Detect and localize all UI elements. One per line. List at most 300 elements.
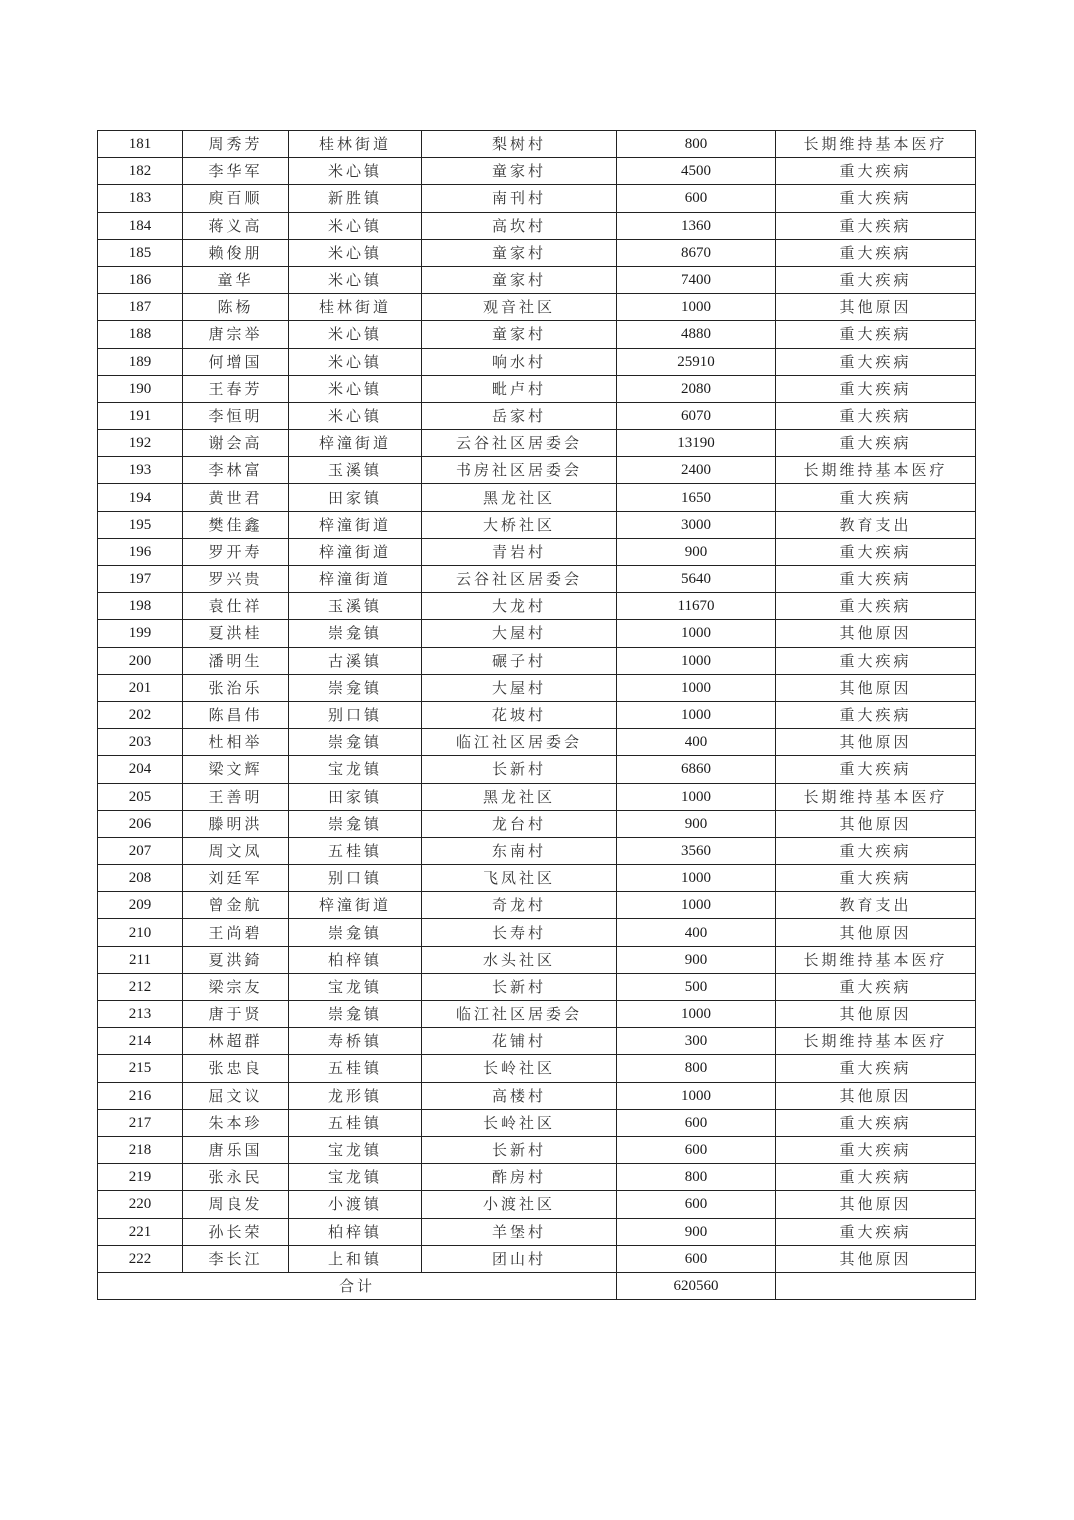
cell-amount: 1000 bbox=[617, 1001, 776, 1028]
table-row bbox=[98, 1028, 976, 1055]
cell-number: 218 bbox=[98, 1136, 183, 1163]
cell-village: 响水村 bbox=[422, 348, 617, 375]
cell-village: 花铺村 bbox=[422, 1028, 617, 1055]
cell-village: 黑龙社区 bbox=[422, 484, 617, 511]
table-row bbox=[98, 239, 976, 266]
cell-reason: 重大疾病 bbox=[776, 266, 976, 293]
cell-name: 唐乐国 bbox=[183, 1136, 289, 1163]
table-row bbox=[98, 212, 976, 239]
cell-town: 田家镇 bbox=[289, 783, 422, 810]
cell-village: 黑龙社区 bbox=[422, 783, 617, 810]
table-row bbox=[98, 185, 976, 212]
cell-village: 长新村 bbox=[422, 1136, 617, 1163]
cell-town: 梓潼街道 bbox=[289, 566, 422, 593]
cell-number: 190 bbox=[98, 375, 183, 402]
cell-amount: 900 bbox=[617, 538, 776, 565]
cell-reason: 重大疾病 bbox=[776, 185, 976, 212]
cell-reason: 重大疾病 bbox=[776, 1109, 976, 1136]
cell-number: 211 bbox=[98, 946, 183, 973]
cell-town: 五桂镇 bbox=[289, 1109, 422, 1136]
cell-village: 长新村 bbox=[422, 973, 617, 1000]
table-row bbox=[98, 1001, 976, 1028]
cell-amount: 600 bbox=[617, 185, 776, 212]
table-row bbox=[98, 892, 976, 919]
cell-reason: 重大疾病 bbox=[776, 1055, 976, 1082]
cell-village: 长新村 bbox=[422, 756, 617, 783]
table-row bbox=[98, 1055, 976, 1082]
cell-amount: 900 bbox=[617, 1218, 776, 1245]
cell-name: 唐宗举 bbox=[183, 321, 289, 348]
cell-amount: 3560 bbox=[617, 837, 776, 864]
cell-village: 毗卢村 bbox=[422, 375, 617, 402]
cell-number: 181 bbox=[98, 131, 183, 158]
cell-amount: 6070 bbox=[617, 402, 776, 429]
cell-amount: 4500 bbox=[617, 158, 776, 185]
cell-number: 186 bbox=[98, 266, 183, 293]
cell-reason: 其他原因 bbox=[776, 1001, 976, 1028]
cell-town: 梓潼街道 bbox=[289, 538, 422, 565]
table-row bbox=[98, 348, 976, 375]
cell-town: 别口镇 bbox=[289, 701, 422, 728]
cell-town: 五桂镇 bbox=[289, 1055, 422, 1082]
cell-town: 寿桥镇 bbox=[289, 1028, 422, 1055]
cell-name: 夏洪桂 bbox=[183, 620, 289, 647]
cell-village: 童家村 bbox=[422, 321, 617, 348]
table-row bbox=[98, 701, 976, 728]
cell-town: 梓潼街道 bbox=[289, 430, 422, 457]
cell-name: 陈昌伟 bbox=[183, 701, 289, 728]
cell-reason: 重大疾病 bbox=[776, 158, 976, 185]
table-row bbox=[98, 1082, 976, 1109]
cell-amount: 1000 bbox=[617, 892, 776, 919]
cell-number: 199 bbox=[98, 620, 183, 647]
cell-town: 梓潼街道 bbox=[289, 892, 422, 919]
cell-amount: 7400 bbox=[617, 266, 776, 293]
cell-amount: 500 bbox=[617, 973, 776, 1000]
cell-town: 宝龙镇 bbox=[289, 973, 422, 1000]
cell-name: 袁仕祥 bbox=[183, 593, 289, 620]
cell-name: 罗开寿 bbox=[183, 538, 289, 565]
cell-village: 大桥社区 bbox=[422, 511, 617, 538]
cell-town: 古溪镇 bbox=[289, 647, 422, 674]
cell-number: 189 bbox=[98, 348, 183, 375]
cell-town: 小渡镇 bbox=[289, 1191, 422, 1218]
cell-number: 216 bbox=[98, 1082, 183, 1109]
cell-town: 龙形镇 bbox=[289, 1082, 422, 1109]
cell-amount: 3000 bbox=[617, 511, 776, 538]
cell-name: 张治乐 bbox=[183, 674, 289, 701]
cell-name: 王善明 bbox=[183, 783, 289, 810]
cell-name: 黄世君 bbox=[183, 484, 289, 511]
cell-reason: 教育支出 bbox=[776, 511, 976, 538]
cell-name: 童华 bbox=[183, 266, 289, 293]
cell-town: 宝龙镇 bbox=[289, 1164, 422, 1191]
relief-list-table bbox=[97, 130, 976, 1300]
table-row bbox=[98, 538, 976, 565]
cell-reason: 重大疾病 bbox=[776, 402, 976, 429]
cell-town: 上和镇 bbox=[289, 1245, 422, 1272]
cell-number: 192 bbox=[98, 430, 183, 457]
cell-reason: 长期维持基本医疗 bbox=[776, 457, 976, 484]
cell-reason: 其他原因 bbox=[776, 810, 976, 837]
cell-amount: 2400 bbox=[617, 457, 776, 484]
cell-town: 新胜镇 bbox=[289, 185, 422, 212]
cell-name: 赖俊朋 bbox=[183, 239, 289, 266]
cell-village: 团山村 bbox=[422, 1245, 617, 1272]
cell-amount: 400 bbox=[617, 919, 776, 946]
cell-village: 奇龙村 bbox=[422, 892, 617, 919]
cell-number: 208 bbox=[98, 865, 183, 892]
cell-number: 184 bbox=[98, 212, 183, 239]
cell-reason: 其他原因 bbox=[776, 674, 976, 701]
cell-reason: 重大疾病 bbox=[776, 756, 976, 783]
cell-amount: 1000 bbox=[617, 783, 776, 810]
table-row bbox=[98, 946, 976, 973]
cell-number: 220 bbox=[98, 1191, 183, 1218]
cell-number: 209 bbox=[98, 892, 183, 919]
cell-village: 东南村 bbox=[422, 837, 617, 864]
cell-village: 大屋村 bbox=[422, 674, 617, 701]
total-amount: 620560 bbox=[617, 1272, 776, 1299]
cell-number: 197 bbox=[98, 566, 183, 593]
cell-town: 米心镇 bbox=[289, 239, 422, 266]
cell-number: 201 bbox=[98, 674, 183, 701]
cell-number: 182 bbox=[98, 158, 183, 185]
table-body bbox=[98, 131, 976, 1300]
cell-number: 203 bbox=[98, 729, 183, 756]
cell-reason: 重大疾病 bbox=[776, 593, 976, 620]
cell-name: 张永民 bbox=[183, 1164, 289, 1191]
cell-name: 谢会高 bbox=[183, 430, 289, 457]
cell-town: 米心镇 bbox=[289, 375, 422, 402]
cell-name: 李长江 bbox=[183, 1245, 289, 1272]
cell-number: 191 bbox=[98, 402, 183, 429]
cell-reason: 重大疾病 bbox=[776, 837, 976, 864]
cell-village: 观音社区 bbox=[422, 294, 617, 321]
cell-reason: 重大疾病 bbox=[776, 566, 976, 593]
table-row bbox=[98, 321, 976, 348]
cell-reason: 重大疾病 bbox=[776, 239, 976, 266]
cell-town: 崇龛镇 bbox=[289, 620, 422, 647]
cell-reason: 重大疾病 bbox=[776, 538, 976, 565]
cell-village: 龙台村 bbox=[422, 810, 617, 837]
cell-town: 米心镇 bbox=[289, 212, 422, 239]
cell-town: 米心镇 bbox=[289, 266, 422, 293]
total-reason bbox=[776, 1272, 976, 1299]
cell-name: 孙长荣 bbox=[183, 1218, 289, 1245]
cell-reason: 其他原因 bbox=[776, 1191, 976, 1218]
cell-number: 207 bbox=[98, 837, 183, 864]
cell-number: 204 bbox=[98, 756, 183, 783]
cell-town: 崇龛镇 bbox=[289, 674, 422, 701]
cell-reason: 教育支出 bbox=[776, 892, 976, 919]
cell-town: 桂林街道 bbox=[289, 294, 422, 321]
cell-number: 215 bbox=[98, 1055, 183, 1082]
cell-village: 长岭社区 bbox=[422, 1109, 617, 1136]
cell-amount: 1000 bbox=[617, 647, 776, 674]
cell-number: 187 bbox=[98, 294, 183, 321]
cell-reason: 重大疾病 bbox=[776, 647, 976, 674]
cell-number: 196 bbox=[98, 538, 183, 565]
cell-town: 崇龛镇 bbox=[289, 729, 422, 756]
cell-name: 樊佳鑫 bbox=[183, 511, 289, 538]
table-row bbox=[98, 1218, 976, 1245]
cell-reason: 其他原因 bbox=[776, 294, 976, 321]
cell-number: 219 bbox=[98, 1164, 183, 1191]
cell-amount: 2080 bbox=[617, 375, 776, 402]
cell-village: 长岭社区 bbox=[422, 1055, 617, 1082]
cell-number: 195 bbox=[98, 511, 183, 538]
cell-name: 李恒明 bbox=[183, 402, 289, 429]
cell-name: 张忠良 bbox=[183, 1055, 289, 1082]
cell-amount: 6860 bbox=[617, 756, 776, 783]
cell-town: 米心镇 bbox=[289, 402, 422, 429]
table-row bbox=[98, 1164, 976, 1191]
cell-amount: 300 bbox=[617, 1028, 776, 1055]
cell-amount: 800 bbox=[617, 131, 776, 158]
cell-reason: 重大疾病 bbox=[776, 865, 976, 892]
cell-town: 柏梓镇 bbox=[289, 1218, 422, 1245]
cell-town: 崇龛镇 bbox=[289, 919, 422, 946]
cell-name: 滕明洪 bbox=[183, 810, 289, 837]
table-row bbox=[98, 511, 976, 538]
cell-village: 水头社区 bbox=[422, 946, 617, 973]
table-row bbox=[98, 1245, 976, 1272]
table-row bbox=[98, 294, 976, 321]
cell-name: 潘明生 bbox=[183, 647, 289, 674]
cell-town: 玉溪镇 bbox=[289, 457, 422, 484]
cell-amount: 4880 bbox=[617, 321, 776, 348]
cell-reason: 重大疾病 bbox=[776, 321, 976, 348]
cell-name: 王春芳 bbox=[183, 375, 289, 402]
cell-name: 朱本珍 bbox=[183, 1109, 289, 1136]
table-row bbox=[98, 158, 976, 185]
cell-name: 周良发 bbox=[183, 1191, 289, 1218]
table-row bbox=[98, 919, 976, 946]
table-row bbox=[98, 484, 976, 511]
cell-reason: 重大疾病 bbox=[776, 212, 976, 239]
cell-number: 193 bbox=[98, 457, 183, 484]
cell-name: 何增国 bbox=[183, 348, 289, 375]
cell-town: 崇龛镇 bbox=[289, 1001, 422, 1028]
cell-reason: 重大疾病 bbox=[776, 375, 976, 402]
cell-reason: 重大疾病 bbox=[776, 701, 976, 728]
cell-name: 杜相举 bbox=[183, 729, 289, 756]
cell-town: 米心镇 bbox=[289, 348, 422, 375]
cell-number: 198 bbox=[98, 593, 183, 620]
table-row bbox=[98, 430, 976, 457]
cell-number: 205 bbox=[98, 783, 183, 810]
cell-name: 梁宗友 bbox=[183, 973, 289, 1000]
cell-town: 五桂镇 bbox=[289, 837, 422, 864]
cell-village: 书房社区居委会 bbox=[422, 457, 617, 484]
cell-town: 米心镇 bbox=[289, 321, 422, 348]
cell-number: 188 bbox=[98, 321, 183, 348]
cell-reason: 重大疾病 bbox=[776, 430, 976, 457]
table-row bbox=[98, 375, 976, 402]
cell-name: 周秀芳 bbox=[183, 131, 289, 158]
table-row bbox=[98, 1136, 976, 1163]
cell-reason: 其他原因 bbox=[776, 620, 976, 647]
table-row bbox=[98, 1191, 976, 1218]
cell-reason: 其他原因 bbox=[776, 1082, 976, 1109]
cell-village: 高坎村 bbox=[422, 212, 617, 239]
cell-name: 唐于贤 bbox=[183, 1001, 289, 1028]
cell-reason: 重大疾病 bbox=[776, 1218, 976, 1245]
cell-name: 梁文辉 bbox=[183, 756, 289, 783]
cell-village: 临江社区居委会 bbox=[422, 1001, 617, 1028]
cell-reason: 长期维持基本医疗 bbox=[776, 1028, 976, 1055]
cell-village: 云谷社区居委会 bbox=[422, 430, 617, 457]
total-label: 合计 bbox=[98, 1272, 617, 1299]
cell-amount: 1000 bbox=[617, 674, 776, 701]
cell-village: 碾子村 bbox=[422, 647, 617, 674]
table-row bbox=[98, 674, 976, 701]
cell-reason: 重大疾病 bbox=[776, 1164, 976, 1191]
table-row bbox=[98, 865, 976, 892]
table-row bbox=[98, 620, 976, 647]
cell-amount: 1650 bbox=[617, 484, 776, 511]
cell-name: 陈杨 bbox=[183, 294, 289, 321]
cell-reason: 长期维持基本医疗 bbox=[776, 783, 976, 810]
cell-name: 蒋义高 bbox=[183, 212, 289, 239]
cell-amount: 800 bbox=[617, 1164, 776, 1191]
cell-reason: 其他原因 bbox=[776, 729, 976, 756]
cell-village: 长寿村 bbox=[422, 919, 617, 946]
table-row bbox=[98, 837, 976, 864]
cell-town: 别口镇 bbox=[289, 865, 422, 892]
cell-number: 217 bbox=[98, 1109, 183, 1136]
cell-reason: 其他原因 bbox=[776, 919, 976, 946]
cell-reason: 长期维持基本医疗 bbox=[776, 131, 976, 158]
table-row bbox=[98, 593, 976, 620]
table-row bbox=[98, 973, 976, 1000]
cell-number: 213 bbox=[98, 1001, 183, 1028]
cell-amount: 25910 bbox=[617, 348, 776, 375]
cell-number: 206 bbox=[98, 810, 183, 837]
cell-amount: 13190 bbox=[617, 430, 776, 457]
cell-amount: 1000 bbox=[617, 865, 776, 892]
cell-village: 飞凤社区 bbox=[422, 865, 617, 892]
cell-village: 花坡村 bbox=[422, 701, 617, 728]
cell-number: 200 bbox=[98, 647, 183, 674]
cell-village: 童家村 bbox=[422, 266, 617, 293]
table-row bbox=[98, 266, 976, 293]
cell-village: 羊堡村 bbox=[422, 1218, 617, 1245]
cell-reason: 重大疾病 bbox=[776, 484, 976, 511]
cell-reason: 重大疾病 bbox=[776, 348, 976, 375]
cell-town: 柏梓镇 bbox=[289, 946, 422, 973]
table-row bbox=[98, 783, 976, 810]
cell-name: 屈文议 bbox=[183, 1082, 289, 1109]
cell-town: 崇龛镇 bbox=[289, 810, 422, 837]
cell-town: 米心镇 bbox=[289, 158, 422, 185]
cell-name: 林超群 bbox=[183, 1028, 289, 1055]
table-row bbox=[98, 457, 976, 484]
cell-name: 王尚碧 bbox=[183, 919, 289, 946]
cell-name: 庾百顺 bbox=[183, 185, 289, 212]
cell-name: 夏洪錡 bbox=[183, 946, 289, 973]
cell-amount: 11670 bbox=[617, 593, 776, 620]
cell-village: 梨树村 bbox=[422, 131, 617, 158]
cell-reason: 重大疾病 bbox=[776, 1136, 976, 1163]
cell-reason: 其他原因 bbox=[776, 1245, 976, 1272]
table-row bbox=[98, 566, 976, 593]
cell-amount: 400 bbox=[617, 729, 776, 756]
cell-village: 大龙村 bbox=[422, 593, 617, 620]
cell-amount: 1000 bbox=[617, 620, 776, 647]
table-row bbox=[98, 647, 976, 674]
cell-amount: 600 bbox=[617, 1136, 776, 1163]
cell-amount: 1000 bbox=[617, 1082, 776, 1109]
cell-number: 222 bbox=[98, 1245, 183, 1272]
cell-village: 酢房村 bbox=[422, 1164, 617, 1191]
table-row bbox=[98, 810, 976, 837]
cell-amount: 600 bbox=[617, 1191, 776, 1218]
table-row bbox=[98, 1109, 976, 1136]
table-row bbox=[98, 729, 976, 756]
cell-village: 大屋村 bbox=[422, 620, 617, 647]
cell-village: 童家村 bbox=[422, 158, 617, 185]
cell-village: 南刊村 bbox=[422, 185, 617, 212]
cell-town: 梓潼街道 bbox=[289, 511, 422, 538]
cell-amount: 8670 bbox=[617, 239, 776, 266]
cell-name: 周文凤 bbox=[183, 837, 289, 864]
cell-village: 青岩村 bbox=[422, 538, 617, 565]
cell-name: 曾金航 bbox=[183, 892, 289, 919]
cell-village: 临江社区居委会 bbox=[422, 729, 617, 756]
cell-number: 194 bbox=[98, 484, 183, 511]
table-row bbox=[98, 402, 976, 429]
cell-number: 183 bbox=[98, 185, 183, 212]
cell-town: 田家镇 bbox=[289, 484, 422, 511]
cell-reason: 长期维持基本医疗 bbox=[776, 946, 976, 973]
cell-amount: 1000 bbox=[617, 294, 776, 321]
cell-amount: 800 bbox=[617, 1055, 776, 1082]
cell-reason: 重大疾病 bbox=[776, 973, 976, 1000]
cell-amount: 900 bbox=[617, 946, 776, 973]
cell-amount: 600 bbox=[617, 1109, 776, 1136]
cell-number: 185 bbox=[98, 239, 183, 266]
cell-name: 李林富 bbox=[183, 457, 289, 484]
cell-number: 212 bbox=[98, 973, 183, 1000]
cell-village: 小渡社区 bbox=[422, 1191, 617, 1218]
cell-number: 221 bbox=[98, 1218, 183, 1245]
table-row bbox=[98, 756, 976, 783]
cell-amount: 600 bbox=[617, 1245, 776, 1272]
cell-town: 宝龙镇 bbox=[289, 1136, 422, 1163]
cell-number: 214 bbox=[98, 1028, 183, 1055]
cell-amount: 1000 bbox=[617, 701, 776, 728]
cell-town: 宝龙镇 bbox=[289, 756, 422, 783]
cell-name: 刘廷军 bbox=[183, 865, 289, 892]
cell-amount: 1360 bbox=[617, 212, 776, 239]
cell-name: 罗兴贵 bbox=[183, 566, 289, 593]
cell-village: 云谷社区居委会 bbox=[422, 566, 617, 593]
cell-town: 桂林街道 bbox=[289, 131, 422, 158]
total-row bbox=[98, 1272, 976, 1299]
cell-village: 高楼村 bbox=[422, 1082, 617, 1109]
cell-town: 玉溪镇 bbox=[289, 593, 422, 620]
cell-number: 210 bbox=[98, 919, 183, 946]
cell-village: 童家村 bbox=[422, 239, 617, 266]
cell-amount: 5640 bbox=[617, 566, 776, 593]
cell-number: 202 bbox=[98, 701, 183, 728]
cell-amount: 900 bbox=[617, 810, 776, 837]
cell-name: 李华军 bbox=[183, 158, 289, 185]
table-row bbox=[98, 131, 976, 158]
cell-village: 岳家村 bbox=[422, 402, 617, 429]
